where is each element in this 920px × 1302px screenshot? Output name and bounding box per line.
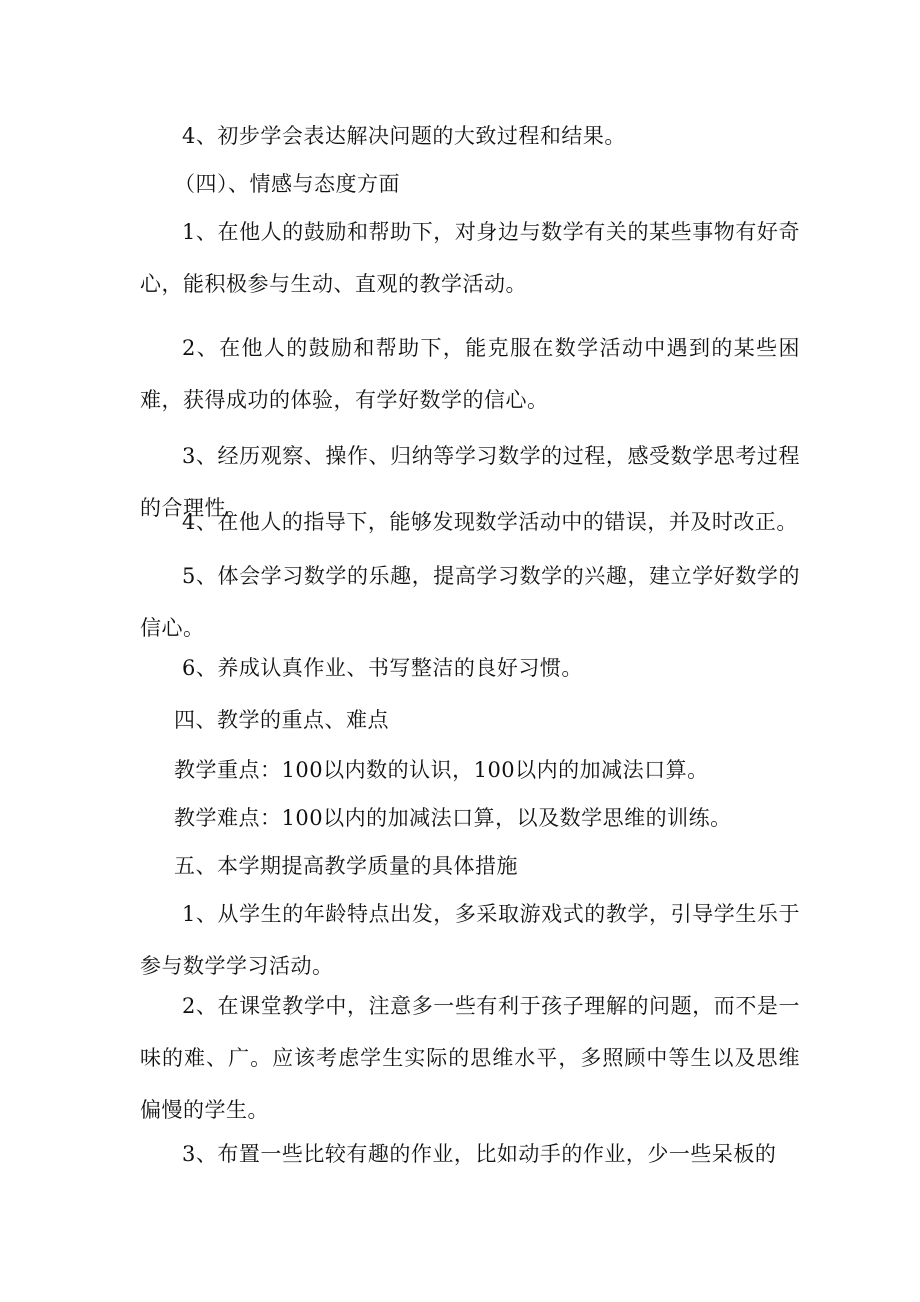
section-heading-emotion-attitude: （四）、情感与态度方面 xyxy=(174,172,400,196)
paragraph-emotion-2: 2、在他人的鼓励和帮助下，能克服在数学活动中遇到的某些困难，获得成功的体验，有学好数学的信心。 xyxy=(140,336,800,412)
teaching-key-points: 教学重点：100以内数的认识，100以内的加减法口算。 xyxy=(174,758,709,782)
paragraph-measure-2: 2、在课堂教学中，注意多一些有利于孩子理解的问题，而不是一味的难、广。应该考虑学生实际的思维水平，多照顾中等生以及思维偏慢的学生。 xyxy=(140,994,800,1122)
paragraph-emotion-4: 4、在他人的指导下，能够发现数学活动中的错误，并及时改正。 xyxy=(182,510,798,534)
teaching-difficult-points: 教学难点：100以内的加减法口算，以及数学思维的训练。 xyxy=(174,806,732,830)
paragraph-measure-1: 1、从学生的年龄特点出发，多采取游戏式的教学，引导学生乐于参与数学学习活动。 xyxy=(140,902,800,978)
paragraph-emotion-3: 3、经历观察、操作、归纳等学习数学的过程，感受数学思考过程的合理性。 xyxy=(140,444,800,520)
section-heading-measures: 五、本学期提高教学质量的具体措施 xyxy=(174,854,518,878)
paragraph-item-4: 4、初步学会表达解决问题的大致过程和结果。 xyxy=(182,124,626,148)
paragraph-emotion-6: 6、养成认真作业、书写整洁的良好习惯。 xyxy=(182,656,583,680)
section-heading-key-difficult-points: 四、教学的重点、难点 xyxy=(174,708,389,732)
paragraph-emotion-1: 1、在他人的鼓励和帮助下，对身边与数学有关的某些事物有好奇心，能积极参与生动、直观的教学活动。 xyxy=(140,220,800,296)
paragraph-emotion-5: 5、体会学习数学的乐趣，提高学习数学的兴趣，建立学好数学的信心。 xyxy=(140,564,800,640)
paragraph-measure-3: 3、布置一些比较有趣的作业，比如动手的作业，少一些呆板的 xyxy=(182,1142,777,1166)
